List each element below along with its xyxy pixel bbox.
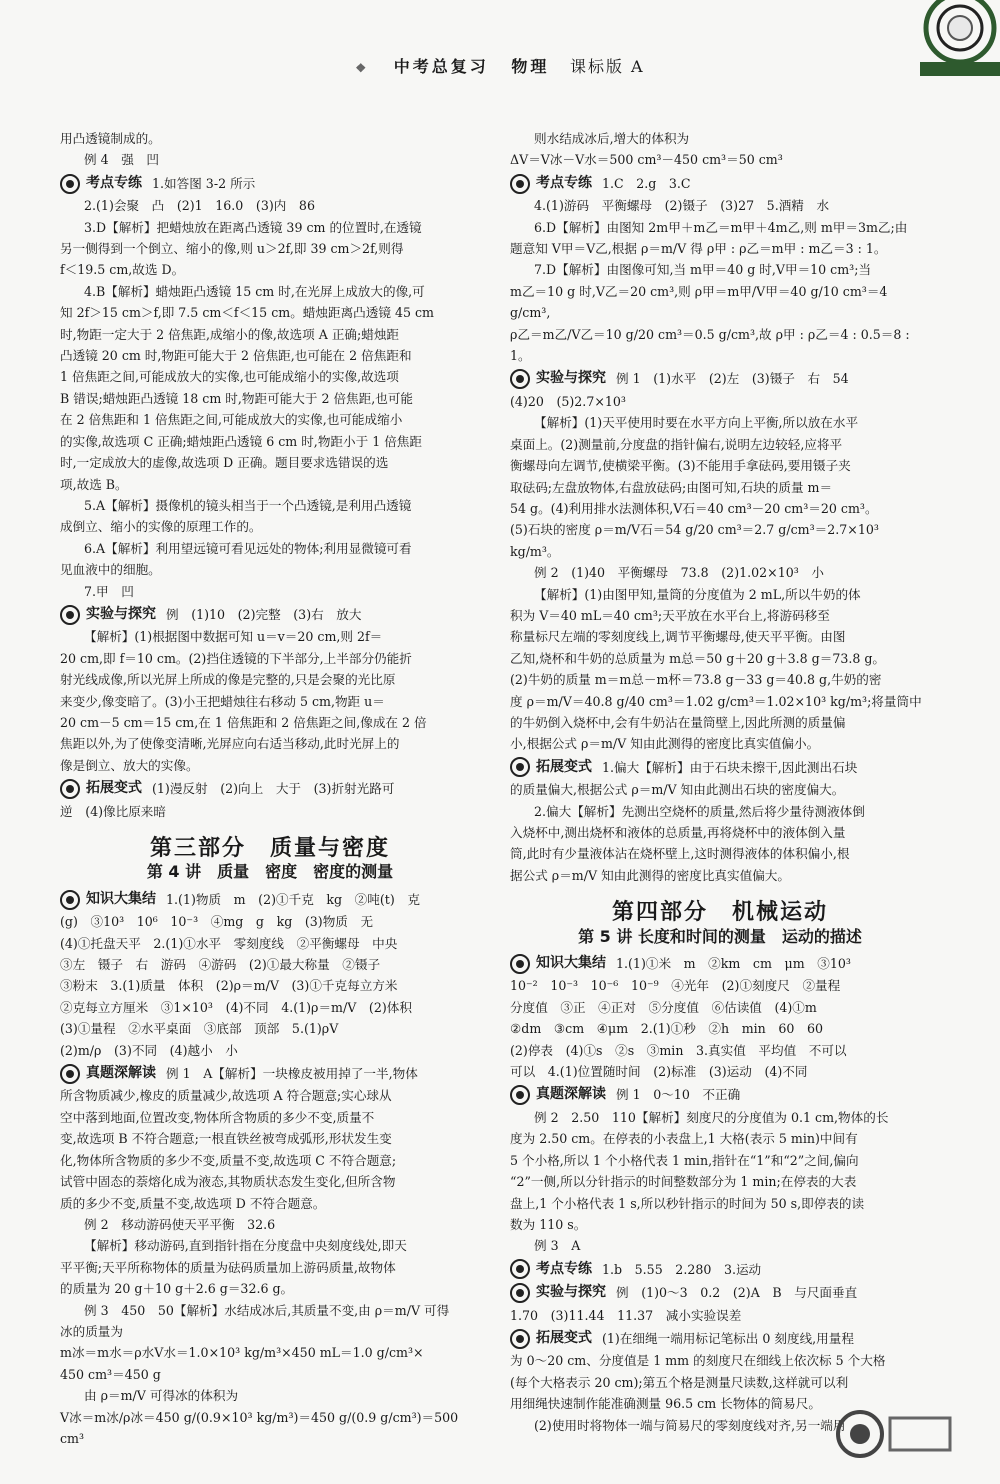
text-line: ρ乙＝m乙/V乙＝10 g/20 cm³＝0.5 g/cm³,故 ρ甲 : ρ乙＝4 : 0.5＝8 : 1。 bbox=[510, 326, 910, 364]
text-line: 4.(1)游码 平衡螺母 (2)镊子 (3)27 5.酒精 水 bbox=[534, 198, 830, 214]
text-line: 称量标尺左端的零刻度线上,调节平衡螺母,使天平平衡。由图 bbox=[510, 629, 846, 645]
text-line: 空中落到地面,位置改变,物体所含物质的多少不变,质量不 bbox=[60, 1109, 375, 1125]
text-line: 质的多少不变,质量不变,故选项 D 不符合题意。 bbox=[60, 1195, 326, 1211]
text-line: ②克每立方厘米 ③1×10³ (4)不同 4.(1)ρ＝m/V (2)体积 bbox=[60, 999, 412, 1015]
section-text: 例 1 0～10 不正确 bbox=[616, 1087, 741, 1103]
text-line: 见血液中的细胞。 bbox=[60, 562, 161, 578]
corner-badge-icon bbox=[900, 0, 1000, 92]
text-line: 2.(1)会聚 凸 (2)1 16.0 (3)内 86 bbox=[84, 198, 315, 214]
section-text: 1.(1)物质 m (2)①千克 kg ②吨(t) 克 bbox=[166, 891, 420, 907]
text-line: 度 ρ＝m/V＝40.8 g/40 cm³＝1.02 g/cm³＝1.02×10³ kg/m³;将量筒中 bbox=[510, 693, 922, 709]
text-line: 冰的质量为 bbox=[60, 1323, 123, 1339]
section-icon bbox=[510, 757, 530, 777]
header-edition: 课标版 A bbox=[569, 57, 645, 76]
text-line: 衡螺母向左调节,使横梁平衡。(3)不能用手拿砝码,要用镊子夹 bbox=[510, 458, 851, 474]
section-label: 考点专练 bbox=[536, 174, 592, 191]
text-line: 的实像,故选项 C 正确;蜡烛距凸透镜 6 cm 时,物距小于 1 倍焦距 bbox=[60, 433, 422, 449]
section-text: 1.b 5.55 2.280 3.运动 bbox=[602, 1261, 762, 1277]
section-text: (1)在细绳一端用标记笔标出 0 刻度线,用量程 bbox=[602, 1330, 854, 1346]
text-line: 用凸透镜制成的。 bbox=[60, 131, 161, 146]
header-subject: 物理 bbox=[511, 57, 550, 76]
text-line: 来变少,像变暗了。(3)小王把蜡烛往右移动 5 cm,物距 u＝ bbox=[60, 693, 385, 709]
section-label: 考点专练 bbox=[536, 1260, 592, 1277]
text-line: 时,物距一定大于 2 倍焦距,成缩小的像,故选项 A 正确;蜡烛距 bbox=[60, 326, 400, 342]
text-line: 所含物质减少,橡皮的质量减少,故选项 A 符合题意;实心球从 bbox=[60, 1088, 392, 1104]
part-title: 第三部分 质量与密度 bbox=[149, 836, 390, 861]
text-line: (2)m/ρ (3)不同 (4)越小 小 bbox=[60, 1042, 238, 1058]
text-line: 射光线成像,所以光屏上所成的像是完整的,只是会聚的光比原 bbox=[60, 672, 396, 688]
section-label: 实验与探究 bbox=[536, 1284, 606, 1301]
section-label: 拓展变式 bbox=[536, 758, 592, 775]
text-line: 2.偏大【解析】先测出空烧杯的质量,然后将少量待测液体倒 bbox=[534, 803, 865, 819]
watermark-logo-icon bbox=[830, 1404, 960, 1464]
text-line: “2”一侧,所以分针指示的时间整数部分为 1 min;在停表的大表 bbox=[510, 1174, 857, 1190]
section-icon bbox=[510, 369, 530, 389]
section-row bbox=[60, 604, 480, 625]
text-line: 取砝码;左盘放物体,右盘放砝码;由图可知,石块的质量 m＝ bbox=[510, 479, 833, 495]
text-line: 4.B【解析】蜡烛距凸透镜 15 cm 时,在光屏上成放大的像,可 bbox=[84, 283, 425, 299]
section-row bbox=[510, 1259, 930, 1280]
page-header bbox=[0, 56, 1000, 79]
text-line: 【解析】(1)天平使用时要在水平方向上平衡,所以放在水平 bbox=[534, 415, 859, 431]
text-line: ΔV＝V冰－V水＝500 cm³－450 cm³＝50 cm³ bbox=[510, 152, 783, 168]
ornament-icon: ❖ bbox=[355, 61, 370, 75]
text-line: 在 2 倍焦距和 1 倍焦距之间,可能成放大的实像,也可能成缩小 bbox=[60, 412, 403, 428]
section-label: 真题深解读 bbox=[86, 1065, 156, 1082]
text-line: 入烧杯中,测出烧杯和液体的总质量,再将烧杯中的液体倒入量 bbox=[510, 825, 846, 840]
text-line: 乙知,烧杯和牛奶的总质量为 m总＝50 g＋20 g＋3.8 g＝73.8 g。 bbox=[510, 650, 886, 666]
section-row bbox=[510, 757, 930, 778]
section-icon bbox=[510, 1329, 530, 1349]
section-row bbox=[510, 953, 930, 974]
section-row bbox=[510, 173, 930, 194]
text-line: m乙＝10 g 时,V乙＝20 cm³,则 ρ甲＝m甲/V甲＝40 g/10 cm³＝4 g/cm³, bbox=[510, 283, 888, 321]
section-text: 例 1 A【解析】一块橡皮被用掉了一半,物体 bbox=[166, 1066, 418, 1082]
text-line: 凸透镜 20 cm 时,物距可能大于 2 倍焦距,也可能在 2 倍焦距和 bbox=[60, 348, 412, 364]
text-line: V冰＝m冰/ρ冰＝450 g/(0.9×10³ kg/m³)＝450 g/(0.9 g/cm³)＝500 cm³ bbox=[60, 1409, 459, 1446]
text-line: 6.A【解析】利用望远镜可看见远处的物体;利用显微镜可看 bbox=[84, 540, 412, 556]
section-row bbox=[510, 368, 930, 389]
text-line: 像是倒立、放大的实像。 bbox=[60, 757, 199, 773]
section-label: 拓展变式 bbox=[536, 1329, 592, 1346]
text-line: 桌面上。(2)测量前,分度盘的指针偏右,说明左边较轻,应将平 bbox=[510, 436, 843, 452]
lecture-title: 第 5 讲 长度和时间的测量 运动的描述 bbox=[578, 926, 862, 946]
text-line: 20 cm,即 f＝10 cm。(2)挡住透镜的下半部分,上半部分仍能折 bbox=[60, 650, 412, 666]
text-line: (3)①量程 ②水平桌面 ③底部 顶部 5.(1)ρV bbox=[60, 1021, 339, 1037]
text-line: 平平衡;天平所称物体的质量为砝码质量加上游码质量,故物体 bbox=[60, 1259, 396, 1275]
text-line: 例 2 (1)40 平衡螺母 73.8 (2)1.02×10³ 小 bbox=[534, 565, 824, 581]
section-label: 真题深解读 bbox=[536, 1086, 606, 1103]
text-line: 的牛奶倒入烧杯中,会有牛奶沾在量筒壁上,因此所测的质量偏 bbox=[510, 714, 846, 730]
text-line: 【解析】移动游码,直到指针指在分度盘中央刻度线处,即天 bbox=[84, 1238, 407, 1254]
section-label: 实验与探究 bbox=[536, 370, 606, 387]
text-line: 小,根据公式 ρ＝m/V 知由此测得的密度比真实值偏小。 bbox=[510, 736, 820, 752]
text-line: 6.D【解析】由图知 2m甲＋m乙＝m甲＋4m乙,则 m甲＝3m乙;由 bbox=[534, 219, 908, 235]
text-line: (每个大格表示 20 cm);第五个格是测量尺读数,这样就可以利 bbox=[510, 1374, 849, 1390]
text-line: m冰＝m水＝ρ水V水＝1.0×10³ kg/m³×450 mL＝1.0 g/cm³× bbox=[60, 1345, 424, 1361]
section-row bbox=[60, 173, 480, 194]
text-line: 的质量偏大,根据公式 ρ＝m/V 知由此测出石块的密度偏大。 bbox=[510, 782, 845, 798]
section-row bbox=[510, 1084, 930, 1105]
section-text: 1.如答图 3-2 所示 bbox=[152, 175, 256, 191]
text-line: 度为 2.50 cm。在停表的小表盘上,1 大格(表示 5 min)中间有 bbox=[510, 1131, 858, 1147]
section-icon bbox=[510, 1283, 530, 1303]
text-line: 题意知 V甲＝V乙,根据 ρ＝m/V 得 ρ甲 : ρ乙＝m甲 : m乙＝3 : 1。 bbox=[510, 241, 887, 257]
section-row bbox=[60, 1063, 480, 1084]
text-line: 为 0～20 cm、分度值是 1 mm 的刻度尺在细线上依次标 5 个大格 bbox=[510, 1353, 886, 1369]
text-line: 化,物体所含物质的多少不变,质量不变,故选项 C 不符合题意; bbox=[60, 1152, 397, 1168]
text-line: 450 cm³＝450 g bbox=[60, 1366, 161, 1382]
text-line: 焦距以外,为了使像变清晰,光屏应向右适当移动,此时光屏上的 bbox=[60, 736, 400, 752]
section-text: 1.(1)①米 m ②km cm μm ③10³ bbox=[616, 956, 851, 972]
section-icon bbox=[60, 779, 80, 799]
text-line: 项,故选 B。 bbox=[60, 476, 128, 492]
text-line: 试管中固态的萘熔化成为液态,其物质状态发生变化,但所含物 bbox=[60, 1174, 396, 1190]
part-title: 第四部分 机械运动 bbox=[611, 900, 828, 926]
text-line: 【解析】(1)根据图中数据可知 u＝v＝20 cm,则 2f＝ bbox=[84, 629, 383, 645]
text-line: (4)①托盘天平 2.(1)①水平 零刻度线 ②平衡螺母 中央 bbox=[60, 935, 398, 951]
text-line: 的质量为 20 g＋10 g＋2.6 g＝32.6 g。 bbox=[60, 1281, 294, 1297]
text-line: f＜19.5 cm,故选 D。 bbox=[60, 262, 185, 278]
text-line: 5 个小格,所以 1 个小格代表 1 min,指针在“1”和“2”之间,偏向 bbox=[510, 1152, 859, 1168]
text-line: 另一侧得到一个倒立、缩小的像,则 u＞2f,即 39 cm＞2f,则得 bbox=[60, 241, 404, 257]
section-icon bbox=[510, 174, 530, 194]
text-line: ③粉末 3.(1)质量 体积 (2)ρ＝m/V (3)①千克每立方米 bbox=[60, 978, 398, 994]
text-line: 例 2 移动游码使天平平衡 32.6 bbox=[84, 1216, 276, 1232]
text-line: B 错误;蜡烛距凸透镜 18 cm 时,物距可能大于 2 倍焦距,也可能 bbox=[60, 390, 414, 406]
text-line: 则水结成冰后,增大的体积为 bbox=[534, 131, 690, 146]
text-line: 分度值 ③正 ④正对 ⑤分度值 ⑥估读值 (4)①m bbox=[510, 999, 817, 1015]
left-column bbox=[60, 128, 480, 1449]
text-line: 盘上,1 个小格代表 1 s,所以秒针指示的时间为 50 s,即停表的读 bbox=[510, 1195, 865, 1211]
text-line: 知 2f＞15 cm＞f,即 7.5 cm＜f＜15 cm。蜡烛距离凸透镜 45 cm bbox=[60, 305, 434, 321]
text-line: 由 ρ＝m/V 可得冰的体积为 bbox=[84, 1388, 239, 1404]
text-line: 变,故选项 B 不符合题意;一根直铁丝被弯成弧形,形状发生变 bbox=[60, 1131, 392, 1147]
text-line: (g) ③10³ 10⁶ 10⁻³ ④mg g kg (3)物质 无 bbox=[60, 914, 374, 930]
text-line: 5.A【解析】摄像机的镜头相当于一个凸透镜,是利用凸透镜 bbox=[84, 497, 412, 513]
section-text: 1.偏大【解析】由于石块未擦干,因此测出石块 bbox=[602, 759, 858, 775]
text-line: 逆 (4)像比原来暗 bbox=[60, 803, 166, 819]
section-icon bbox=[510, 1259, 530, 1279]
section-icon bbox=[510, 1085, 530, 1105]
text-line: 用细绳快速制作能准确测量 96.5 cm 长物体的简易尺。 bbox=[510, 1396, 821, 1412]
text-line: 7.D【解析】由图像可知,当 m甲＝40 g 时,V甲＝10 cm³;当 bbox=[534, 262, 872, 278]
section-text: 例 (1)10 (2)完整 (3)右 放大 bbox=[166, 606, 362, 622]
section-icon bbox=[60, 1064, 80, 1084]
text-line: (2)牛奶的质量 m＝m总－m杯＝73.8 g－33 g＝40.8 g,牛奶的密 bbox=[510, 672, 882, 688]
text-line: 可以 4.(1)位置随时间 (2)标准 (3)运动 (4)不同 bbox=[510, 1064, 808, 1080]
section-label: 实验与探究 bbox=[86, 605, 156, 622]
section-row bbox=[510, 1282, 930, 1303]
text-line: 据公式 ρ＝m/V 知由此测得的密度比真实值偏大。 bbox=[510, 867, 790, 883]
lecture-title: 第 4 讲 质量 密度 密度的测量 bbox=[146, 862, 394, 882]
section-label: 知识大集结 bbox=[536, 955, 606, 972]
section-label: 考点专练 bbox=[86, 174, 142, 191]
text-line: 1 倍焦距之间,可能成放大的实像,也可能成缩小的实像,故选项 bbox=[60, 369, 399, 385]
header-title: 中考总复习 bbox=[393, 57, 489, 76]
section-icon bbox=[60, 174, 80, 194]
text-line: 10⁻² 10⁻³ 10⁻⁶ 10⁻⁹ ④光年 (2)①刻度尺 ②量程 bbox=[510, 978, 841, 994]
right-column bbox=[510, 128, 930, 1436]
text-line: 7.甲 凹 bbox=[84, 583, 134, 599]
section-row bbox=[60, 889, 480, 910]
text-line: 例 3 A bbox=[534, 1238, 581, 1254]
text-line: 1.70 (3)11.44 11.37 减小实验误差 bbox=[510, 1307, 742, 1323]
section-label: 知识大集结 bbox=[86, 890, 156, 907]
text-line: 时,一定成放大的虚像,故选项 D 正确。题目要求选错误的选 bbox=[60, 455, 389, 471]
text-line: 成倒立、缩小的实像的原理工作的。 bbox=[60, 519, 262, 535]
text-line: ③左 镊子 右 游码 ④游码 (2)①最大称量 ②镊子 bbox=[60, 957, 381, 973]
section-text: 例 1 (1)水平 (2)左 (3)镊子 右 54 bbox=[616, 371, 849, 387]
text-line: (2)使用时将物体一端与简易尺的零刻度线对齐,另一端用 bbox=[534, 1417, 846, 1433]
text-line: (5)石块的密度 ρ＝m/V石＝54 g/20 cm³＝2.7 g/cm³＝2.7×10³ kg/m³。 bbox=[510, 522, 879, 559]
section-icon bbox=[60, 605, 80, 625]
section-text: 1.C 2.g 3.C bbox=[602, 175, 691, 191]
section-text: (1)漫反射 (2)向上 大于 (3)折射光路可 bbox=[152, 781, 395, 797]
text-line: (4)20 (5)2.7×10³ bbox=[510, 393, 626, 409]
text-line: 积为 V＝40 mL＝40 cm³;天平放在水平台上,将游码移至 bbox=[510, 607, 830, 623]
text-line: ②dm ③cm ④μm 2.(1)①秒 ②h min 60 60 bbox=[510, 1021, 824, 1037]
text-line: 例 2 2.50 110【解析】刻度尺的分度值为 0.1 cm,物体的长 bbox=[534, 1109, 889, 1125]
text-line: (2)停表 (4)①s ②s ③min 3.真实值 平均值 不可以 bbox=[510, 1042, 847, 1058]
section-row bbox=[510, 1328, 930, 1349]
text-line: 数为 110 s。 bbox=[510, 1216, 587, 1232]
text-line: 筒,此时有少量液体沾在烧杯壁上,这时测得液体的体积偏小,根 bbox=[510, 846, 850, 862]
text-line: 20 cm－5 cm＝15 cm,在 1 倍焦距和 2 倍焦距之间,像成在 2 倍 bbox=[60, 714, 427, 730]
section-icon bbox=[510, 954, 530, 974]
text-line: 3.D【解析】把蜡烛放在距离凸透镜 39 cm 的位置时,在透镜 bbox=[84, 219, 422, 235]
section-row bbox=[60, 778, 480, 799]
section-label: 拓展变式 bbox=[86, 780, 142, 797]
text-line: 例 4 强 凹 bbox=[84, 152, 159, 168]
text-line: 54 g。(4)利用排水法测体积,V石＝40 cm³－20 cm³＝20 cm³。 bbox=[510, 500, 878, 516]
section-icon bbox=[60, 890, 80, 910]
text-line: 【解析】(1)由图甲知,量筒的分度值为 2 mL,所以牛奶的体 bbox=[534, 586, 861, 602]
section-text: 例 (1)0～3 0.2 (2)A B 与尺面垂直 bbox=[616, 1285, 858, 1301]
text-line: 例 3 450 50【解析】水结成冰后,其质量不变,由 ρ＝m/V 可得 bbox=[84, 1302, 450, 1318]
